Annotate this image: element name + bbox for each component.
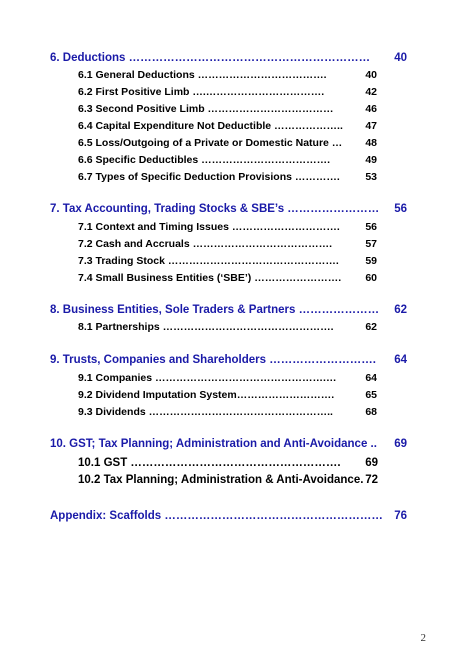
toc-section-10[interactable]: [0, 438, 474, 454]
toc-section-label: 6. Deductions ………………………………………………………: [50, 52, 371, 64]
toc-page-number: 42: [365, 86, 377, 98]
toc-page-number: 62: [394, 304, 407, 316]
toc-item-7-2[interactable]: [0, 238, 474, 254]
toc-page-number: 69: [394, 438, 407, 450]
toc-section-label: 7. Tax Accounting, Trading Stocks & SBE’s ……………………: [50, 203, 380, 215]
toc-page-number: 57: [365, 238, 377, 250]
toc-item-label: 6.3 Second Positive Limb ………………………………: [78, 103, 334, 115]
toc-page-number: 48: [365, 137, 377, 149]
toc-item-label: 7.2 Cash and Accruals ………………………………….: [78, 238, 332, 250]
toc-page-number: 49: [365, 154, 377, 166]
toc-page-number: 68: [365, 406, 377, 418]
toc-item-label: 6.2 First Positive Limb ….…………………………….: [78, 86, 325, 98]
toc-section-label: 8. Business Entities, Sole Traders & Partners …………………: [50, 304, 380, 316]
toc-page-number: 56: [365, 221, 377, 233]
toc-page-number: 62: [365, 321, 377, 333]
toc-page-number: 46: [365, 103, 377, 115]
toc-page-number: 40: [365, 69, 377, 81]
toc-item-label: 7.3 Trading Stock ………………………………………….: [78, 255, 339, 267]
toc-section-9[interactable]: [0, 354, 474, 370]
toc-section-6[interactable]: [0, 52, 474, 68]
toc-item-6-2[interactable]: [0, 86, 474, 102]
toc-page-number: 65: [365, 389, 377, 401]
toc-page-number: 59: [365, 255, 377, 267]
toc-section-7[interactable]: [0, 203, 474, 219]
toc-item-label: 9.3 Dividends ……………………………………………..: [78, 406, 333, 418]
toc-item-7-4[interactable]: [0, 272, 474, 288]
toc-page-number: 72: [365, 474, 378, 486]
toc-item-9-2[interactable]: [0, 389, 474, 405]
toc-item-6-4[interactable]: [0, 120, 474, 136]
toc-item-label: 7.1 Context and Timing Issues ………………………….: [78, 221, 340, 233]
toc-item-label: 9.2 Dividend Imputation System……………………….: [78, 389, 335, 401]
toc-page-number: 47: [365, 120, 377, 132]
toc-item-label: 6.1 General Deductions ……………………………….: [78, 69, 327, 81]
toc-item-6-3[interactable]: [0, 103, 474, 119]
toc-item-label: 9.1 Companies ………………………………………….…: [78, 372, 337, 384]
toc-item-6-6[interactable]: [0, 154, 474, 170]
toc-page-number: 76: [394, 510, 407, 522]
toc-item-10-1[interactable]: [0, 457, 474, 473]
toc-section-appendix[interactable]: [0, 510, 474, 526]
toc-page-number: 40: [394, 52, 407, 64]
toc-item-10-2[interactable]: [0, 474, 474, 490]
toc-page-number: 60: [365, 272, 377, 284]
toc-item-9-1[interactable]: [0, 372, 474, 388]
toc-item-7-3[interactable]: [0, 255, 474, 271]
toc-item-label: 10.2 Tax Planning; Administration & Anti-Avoidance.: [78, 474, 364, 486]
toc-section-label: 10. GST; Tax Planning; Administration and Anti-Avoidance ..: [50, 438, 377, 450]
toc-item-label: 10.1 GST ……………………………………………….: [78, 457, 341, 469]
toc-item-label: 7.4 Small Business Entities (‘SBE’) …………………….: [78, 272, 342, 284]
toc-item-6-1[interactable]: [0, 69, 474, 85]
page-number: 2: [420, 632, 426, 644]
toc-page-number: 53: [365, 171, 377, 183]
toc-item-label: 6.4 Capital Expenditure Not Deductible ………………..: [78, 120, 343, 132]
toc-item-6-5[interactable]: [0, 137, 474, 153]
toc-page-number: 64: [365, 372, 377, 384]
toc-section-8[interactable]: [0, 304, 474, 320]
toc-item-8-1[interactable]: [0, 321, 474, 337]
toc-item-label: 6.7 Types of Specific Deduction Provisions ………….: [78, 171, 340, 183]
toc-page-number: 64: [394, 354, 407, 366]
toc-section-label: Appendix: Scaffolds …………………………………………………: [50, 510, 383, 522]
toc-page-number: 56: [394, 203, 407, 215]
toc-item-9-3[interactable]: [0, 406, 474, 422]
toc-section-label: 9. Trusts, Companies and Shareholders ……………………….: [50, 354, 376, 366]
toc-item-6-7[interactable]: [0, 171, 474, 187]
toc-item-label: 6.5 Loss/Outgoing of a Private or Domestic Nature …: [78, 137, 343, 149]
toc-item-label: 8.1 Partnerships ………………………………………….: [78, 321, 334, 333]
toc-item-7-1[interactable]: [0, 221, 474, 237]
toc-page-number: 69: [365, 457, 378, 469]
toc-item-label: 6.6 Specific Deductibles ……………………………….: [78, 154, 331, 166]
